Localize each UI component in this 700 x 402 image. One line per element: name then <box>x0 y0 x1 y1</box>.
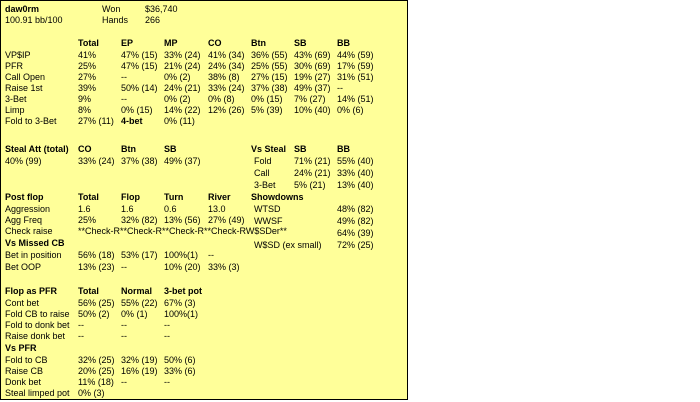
vs-steal-cell: 55% (40) <box>337 156 374 166</box>
preflop-cell: 41% (34) <box>208 50 245 60</box>
vs-steal-header: BB <box>337 144 350 154</box>
preflop-cell: 7% (27) <box>294 94 326 104</box>
flop-pfr-cell: -- <box>121 331 127 341</box>
vs-pfr-cell: 32% (19) <box>121 355 158 365</box>
preflop-cell: 14% (22) <box>164 105 201 115</box>
showdown-value: 64% (39) <box>337 228 374 238</box>
preflop-cell: -- <box>337 83 343 93</box>
postflop-cell: 13.0 <box>208 204 226 214</box>
flop-pfr-header: 3-bet pot <box>164 286 202 296</box>
vs-pfr-row-label: Steal limped pot <box>5 388 70 398</box>
preflop-row-label: VP$IP <box>5 50 31 60</box>
flop-pfr-cell: 100%(1) <box>164 309 199 319</box>
postflop-cell: 0.6 <box>164 204 177 214</box>
flop-pfr-cell: 55% (22) <box>121 298 158 308</box>
vs-missed-row-label: Bet in position <box>5 250 62 260</box>
vs-missed-cell: -- <box>121 262 127 272</box>
preflop-cell: 49% (37) <box>294 83 331 93</box>
flop-pfr-row-label: Raise donk bet <box>5 331 66 341</box>
vs-pfr-cell: 20% (25) <box>78 366 115 376</box>
vs-missed-cell: 100%(1) <box>164 250 199 260</box>
preflop-cell: 39% <box>78 83 97 93</box>
preflop-cell: 33% (24) <box>208 83 245 93</box>
vs-missed-cell: 33% (3) <box>208 262 240 272</box>
steal-title: Steal Att (total) <box>5 144 69 154</box>
preflop-cell: 9% <box>78 94 92 104</box>
vs-pfr-cell: -- <box>121 377 127 387</box>
postflop-title: Post flop <box>5 192 44 202</box>
preflop-cell: 44% (59) <box>337 50 374 60</box>
showdown-label: WWSF <box>254 216 283 226</box>
vs-steal-cell: 13% (40) <box>337 180 374 190</box>
preflop-cell: 47% (15) <box>121 50 158 60</box>
preflop-cell: 27% <box>78 72 97 82</box>
steal-header: SB <box>164 144 177 154</box>
preflop-cell: -- <box>121 72 127 82</box>
preflop-cell: 43% (69) <box>294 50 331 60</box>
preflop-header: SB <box>294 38 307 48</box>
vs-pfr-row-label: Donk bet <box>5 377 42 387</box>
preflop-cell: 0% (15) <box>121 105 153 115</box>
flop-pfr-row-label: Cont bet <box>5 298 40 308</box>
postflop-cell: 13% (56) <box>164 215 201 225</box>
showdown-value: 48% (82) <box>337 204 374 214</box>
preflop-header: BB <box>337 38 350 48</box>
flop-pfr-cell: -- <box>164 320 170 330</box>
vs-steal-row-label: 3-Bet <box>254 180 276 190</box>
postflop-row-label: Agg Freq <box>5 215 43 225</box>
won-label: Won <box>102 4 121 14</box>
preflop-cell: 0% (2) <box>164 72 191 82</box>
preflop-cell: 0% (2) <box>164 94 191 104</box>
preflop-cell: 0% (15) <box>251 94 283 104</box>
hands-label: Hands <box>102 15 129 25</box>
vs-pfr-cell: 50% (6) <box>164 355 196 365</box>
postflop-cell: 1.6 <box>121 204 134 214</box>
preflop-cell: 14% (51) <box>337 94 374 104</box>
flop-pfr-cell: -- <box>164 331 170 341</box>
preflop-cell: 30% (69) <box>294 61 331 71</box>
player-name: daw0rm <box>5 4 40 14</box>
vs-missed-cell: 13% (23) <box>78 262 115 272</box>
preflop-cell: 25% <box>78 61 97 71</box>
showdown-label: WTSD <box>254 204 281 214</box>
preflop-cell: -- <box>121 94 127 104</box>
vs-pfr-row-label: Fold to CB <box>5 355 48 365</box>
flop-pfr-cell: -- <box>121 320 127 330</box>
vs-pfr-cell: 0% (3) <box>78 388 105 398</box>
preflop-cell: 33% (24) <box>164 50 201 60</box>
vs-steal-title: Vs Steal <box>251 144 287 154</box>
player-rate: 100.91 bb/100 <box>5 15 63 25</box>
vs-pfr-title: Vs PFR <box>5 343 37 353</box>
flop-pfr-title: Flop as PFR <box>5 286 58 296</box>
postflop-header: River <box>208 192 231 202</box>
postflop-cell: 27% (49) <box>208 215 245 225</box>
preflop-header: Btn <box>251 38 266 48</box>
steal-header: Btn <box>121 144 136 154</box>
flop-pfr-header: Total <box>78 286 99 296</box>
preflop-cell: 37% (38) <box>251 83 288 93</box>
postflop-cell: **Check-R**Check-R**Check-R**Check-RW$SDer** <box>78 226 287 236</box>
postflop-row-label: Check raise <box>5 226 53 236</box>
preflop-row-label: Raise 1st <box>5 83 43 93</box>
postflop-cell: 32% (82) <box>121 215 158 225</box>
vs-steal-row-label: Call <box>254 168 270 178</box>
steal-header: CO <box>78 144 92 154</box>
vs-steal-cell: 24% (21) <box>294 168 331 178</box>
steal-cell: 49% (37) <box>164 156 201 166</box>
postflop-header: Flop <box>121 192 140 202</box>
vs-pfr-cell: -- <box>164 377 170 387</box>
preflop-header: CO <box>208 38 222 48</box>
preflop-cell: 41% <box>78 50 97 60</box>
preflop-cell: 19% (27) <box>294 72 331 82</box>
vs-steal-cell: 71% (21) <box>294 156 331 166</box>
preflop-cell: 25% (55) <box>251 61 288 71</box>
steal-cell: 37% (38) <box>121 156 158 166</box>
showdown-value: 49% (82) <box>337 216 374 226</box>
preflop-cell: 17% (59) <box>337 61 374 71</box>
vs-pfr-cell: 11% (18) <box>78 377 114 387</box>
preflop-cell: 24% (34) <box>208 61 245 71</box>
hands-value: 266 <box>145 15 161 25</box>
flop-pfr-cell: 56% (25) <box>78 298 115 308</box>
won-value: $36,740 <box>145 4 178 14</box>
preflop-row-label: 3-Bet <box>5 94 27 104</box>
postflop-row-label: Aggression <box>5 204 51 214</box>
preflop-cell: 21% (24) <box>164 61 201 71</box>
showdowns-title: Showdowns <box>251 192 304 202</box>
vs-missed-cb-title: Vs Missed CB <box>5 238 65 248</box>
preflop-header: EP <box>121 38 134 48</box>
preflop-cell: 36% (55) <box>251 50 288 60</box>
postflop-header: Turn <box>164 192 184 202</box>
postflop-header: Total <box>78 192 99 202</box>
preflop-row-label: Call Open <box>5 72 46 82</box>
preflop-cell: 4-bet <box>121 116 143 126</box>
vs-missed-cell: 53% (17) <box>121 250 158 260</box>
vs-pfr-cell: 16% (19) <box>121 366 158 376</box>
steal-total: 40% (99) <box>5 156 42 166</box>
flop-pfr-header: Normal <box>121 286 153 296</box>
postflop-cell: 25% <box>78 215 97 225</box>
showdown-label: W$SD (ex small) <box>254 240 322 250</box>
steal-cell: 33% (24) <box>78 156 115 166</box>
vs-missed-cell: 10% (20) <box>164 262 201 272</box>
preflop-header: MP <box>164 38 178 48</box>
preflop-cell: 5% (39) <box>251 105 283 115</box>
preflop-cell: 0% (11) <box>164 116 195 126</box>
preflop-cell: 27% (11) <box>78 116 114 126</box>
preflop-cell: 24% (21) <box>164 83 201 93</box>
preflop-cell: 47% (15) <box>121 61 158 71</box>
preflop-header: Total <box>78 38 99 48</box>
vs-pfr-row-label: Raise CB <box>5 366 44 376</box>
preflop-cell: 50% (14) <box>121 83 158 93</box>
preflop-cell: 27% (15) <box>251 72 288 82</box>
flop-pfr-row-label: Fold CB to raise <box>5 309 70 319</box>
flop-pfr-cell: -- <box>78 331 84 341</box>
postflop-cell: 1.6 <box>78 204 91 214</box>
preflop-cell: 12% (26) <box>208 105 245 115</box>
preflop-cell: 8% <box>78 105 92 115</box>
flop-pfr-cell: 50% (2) <box>78 309 110 319</box>
preflop-cell: 38% (8) <box>208 72 240 82</box>
preflop-cell: 0% (8) <box>208 94 235 104</box>
vs-missed-row-label: Bet OOP <box>5 262 42 272</box>
vs-pfr-cell: 32% (25) <box>78 355 115 365</box>
vs-pfr-cell: 33% (6) <box>164 366 196 376</box>
flop-pfr-cell: 0% (1) <box>121 309 148 319</box>
vs-missed-cell: 56% (18) <box>78 250 115 260</box>
vs-steal-cell: 5% (21) <box>294 180 326 190</box>
vs-steal-header: SB <box>294 144 307 154</box>
preflop-cell: 0% (6) <box>337 105 364 115</box>
flop-pfr-cell: -- <box>78 320 84 330</box>
flop-pfr-cell: 67% (3) <box>164 298 196 308</box>
flop-pfr-row-label: Fold to donk bet <box>5 320 70 330</box>
preflop-cell: 10% (40) <box>294 105 331 115</box>
vs-missed-cell: -- <box>208 250 214 260</box>
preflop-cell: 31% (51) <box>337 72 374 82</box>
vs-steal-row-label: Fold <box>254 156 272 166</box>
preflop-row-label: PFR <box>5 61 23 71</box>
showdown-value: 72% (25) <box>337 240 374 250</box>
preflop-row-label: Fold to 3-Bet <box>5 116 57 126</box>
vs-steal-cell: 33% (40) <box>337 168 374 178</box>
preflop-row-label: Limp <box>5 105 25 115</box>
